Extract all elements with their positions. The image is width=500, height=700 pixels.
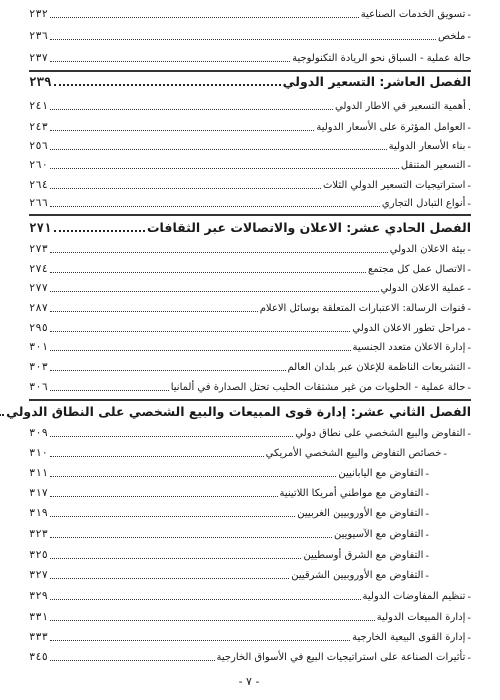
entry-title: أنواع التبادل التجاري [382,198,467,209]
dot-leader [51,370,287,371]
entry-title: التفاوض مع اليابانيين [339,468,425,479]
entry-title: التفاوض والبيع الشخصي على نطاق دولي [296,428,467,439]
dot-leader [51,252,389,253]
entry-page-number: ٣١١ [30,467,49,479]
toc-entry: - إدارة الاعلان متعدد الجنسية ٣٠١ [30,341,472,354]
entry-page-number: ٣٢٩ [30,590,49,602]
entry-title: استراتيجيات التسعير الدولي الثلاث [324,180,467,191]
entry-title: حالة عملية - السباق نحو الريادة التكنولوجية [293,53,472,64]
entry-title: حالة عملية - الحلويات من غير مشتقات الحليب تحتل الصدارة في ألمانيا [171,382,467,393]
dot-leader [51,516,296,517]
toc-entry: - التسعير المتنقل ٢٦٠ [30,159,472,172]
entry-page-number: ٣٤٥ [30,651,49,663]
dot-leader [51,272,367,273]
dot-leader [51,640,351,641]
dot-leader [51,168,400,169]
dot-leader [51,599,362,600]
dot-leader [51,61,291,62]
entry-page-number: ٣٢٣ [30,528,49,540]
dot-leader [51,331,351,332]
dot-leader [51,476,337,477]
dot-leader [51,109,334,110]
chapter-page-number: ٢٧١ [30,220,53,235]
entry-title: أهمية التسعير في الاطار الدولي [336,101,467,112]
chapter-page-number: ٢٣٩ [30,74,53,89]
entry-title: التفاوض مع الآسيويين [335,529,425,540]
dot-leader [51,456,265,457]
dot-leader [51,17,360,18]
chapter-title: الفصل الحادي عشر: الاعلان والاتصالات عبر الثقافات [148,220,472,235]
dot-leader [55,230,146,232]
dot-leader [51,206,381,207]
entry-title: مراحل تطور الاعلان الدولي [353,323,467,334]
dot-leader [51,620,376,621]
dot-leader [51,660,216,661]
toc-entry: - إدارة القوى البيعية الخارجية ٣٣٣ [30,631,472,644]
toc-entry: - التفاوض مع الأوروبيين الشرقيين ٣٢٧ [30,569,430,582]
entry-title: التفاوض مع الشرق أوسطيين [304,550,425,561]
entry-page-number: ٢٩٥ [30,322,49,334]
entry-title: إدارة الاعلان متعدد الجنسية [353,342,467,353]
entry-page-number: ٢٥٦ [30,140,49,152]
dot-leader [51,130,315,131]
entry-page-number: ٣٠١ [30,341,49,353]
entry-page-number: ٢٦٤ [30,179,49,191]
entry-page-number: ٣٠٦ [30,381,49,393]
entry-page-number: ٣١٧ [30,487,49,499]
toc-entry: - الاتصال عمل كل مجتمع ٢٧٤ [30,263,472,276]
dot-leader [51,149,388,150]
toc-entry: - التفاوض مع اليابانيين ٣١١ [30,467,430,480]
toc-entry: - استراتيجيات التسعير الدولي الثلاث ٢٦٤ [30,179,472,192]
dot-leader [51,291,380,292]
entry-page-number: ٣١٠ [30,447,49,459]
entry-title: التفاوض مع الأوروبيين الغربيين [298,508,425,519]
page-footer-number: - ٧ - [239,675,261,688]
entry-title: العوامل المؤثرة على الأسعار الدولية [317,122,467,133]
toc-entry: - بناء الأسعار الدولية ٢٥٦ [30,140,472,153]
toc-entry: - التفاوض والبيع الشخصي على نطاق دولي ٣٠٩ [30,427,472,440]
entry-page-number: ٣٠٣ [30,361,49,373]
entry-title: قنوات الرسالة: الاعتبارات المتعلقة بوسائل الاعلام [260,303,467,314]
entry-title: ملخص [439,31,467,42]
entry-page-number: ٢٦٦ [30,197,49,209]
entry-page-number: ٣٣١ [30,611,49,623]
toc-entry: - التفاوض مع الأوروبيين الغربيين ٣١٩ [30,507,430,520]
entry-page-number: ٣٠٩ [30,427,49,439]
entry-page-number: ٢٦٠ [30,159,49,171]
toc-entry: - ملخص ٢٣٦ [30,30,472,43]
entry-page-number: ٢٧٧ [30,282,49,294]
toc-entry: - عملية الاعلان الدولي ٢٧٧ [30,282,472,295]
entry-page-number: ٢٣٦ [30,30,49,42]
section-divider [30,399,472,401]
dot-leader [51,39,437,40]
toc-entry: - التشريعات الناظمة للإعلان عبر بلدان العالم ٣٠٣ [30,361,472,374]
section-divider [30,214,472,216]
toc-entry: - العوامل المؤثرة على الأسعار الدولية ٢٤٣ [30,121,472,134]
dot-leader [51,436,294,437]
section-divider [30,70,472,72]
entry-page-number: ٢٧٣ [30,243,49,255]
dot-leader [51,558,302,559]
dot-leader [51,578,290,579]
entry-page-number: ٢٣٢ [30,8,49,20]
dot-leader [51,496,279,497]
toc-entry: . أهمية التسعير في الاطار الدولي ٢٤١ [30,100,472,113]
dot-leader [51,311,259,312]
toc-entry: - تنظيم المفاوضات الدولية ٣٢٩ [30,590,472,603]
dot-leader [51,390,170,391]
entry-title: الاتصال عمل كل مجتمع [369,264,467,275]
toc-entry: - خصائص التفاوض والبيع الشخصي الأمريكي ٣١٠ [30,447,448,460]
toc-entry: - التفاوض مع مواطني أمريكا اللاتينية ٣١٧ [30,487,430,500]
entry-title: بناء الأسعار الدولية [389,141,467,152]
entry-page-number: ٣١٩ [30,507,49,519]
toc-entry: - تأثيرات الصناعة على استراتيجيات البيع في الأسواق الخارجية ٣٤٥ [30,651,472,664]
entry-page-number: ٣٣٣ [30,631,49,643]
chapter-title: الفصل العاشر: التسعير الدولي [283,74,472,89]
chapter-heading [7,404,472,420]
chapter-title: الفصل الثاني عشر: إدارة قوى المبيعات والبيع الشخصي على النطاق الدولي [7,404,472,419]
entry-page-number: ٢٤٣ [30,121,49,133]
entry-page-number: ٢٧٤ [30,263,49,275]
entry-title: خصائص التفاوض والبيع الشخصي الأمريكي [266,448,443,459]
dot-leader [0,414,5,416]
toc-entry: - تسويق الخدمات الصناعية ٢٣٢ [30,8,472,21]
entry-title: بيئة الاعلان الدولي [390,244,467,255]
entry-title: إدارة المبيعات الدولية [377,612,467,623]
dot-leader [55,84,282,86]
chapter-heading [30,220,472,236]
entry-title: تسويق الخدمات الصناعية [361,9,467,20]
entry-page-number: ٢٤١ [30,100,49,112]
entry-title: التشريعات الناظمة للإعلان عبر بلدان العالم [288,362,467,373]
dot-leader [51,537,333,538]
toc-entry: - إدارة المبيعات الدولية ٣٣١ [30,611,472,624]
entry-page-number: ٢٣٧ [30,52,49,64]
entry-title: عملية الاعلان الدولي [381,283,467,294]
dot-leader [51,350,352,351]
dot-leader [51,188,322,189]
toc-entry: - حالة عملية - الحلويات من غير مشتقات الحليب تحتل الصدارة في ألمانيا ٣٠٦ [30,381,472,394]
toc-entry [30,52,472,65]
toc-entry: - قنوات الرسالة: الاعتبارات المتعلقة بوسائل الاعلام ٢٨٧ [30,302,472,315]
entry-page-number: ٣٢٧ [30,569,49,581]
entry-title: التفاوض مع الأوروبيين الشرقيين [292,570,425,581]
entry-page-number: ٣٢٥ [30,549,49,561]
entry-title: إدارة القوى البيعية الخارجية [353,632,467,643]
entry-title: التفاوض مع مواطني أمريكا اللاتينية [280,488,425,499]
entry-page-number: ٢٨٧ [30,302,49,314]
toc-entry: - بيئة الاعلان الدولي ٢٧٣ [30,243,472,256]
entry-title: تنظيم المفاوضات الدولية [363,591,467,602]
toc-entry: - أنواع التبادل التجاري ٢٦٦ [30,197,472,210]
entry-title: تأثيرات الصناعة على استراتيجيات البيع في الأسواق الخارجية [217,652,467,663]
toc-entry: - التفاوض مع الآسيويين ٣٢٣ [30,528,430,541]
toc-entry: - مراحل تطور الاعلان الدولي ٢٩٥ [30,322,472,335]
entry-title: التسعير المتنقل [401,160,467,171]
chapter-heading [30,74,472,90]
toc-entry: - التفاوض مع الشرق أوسطيين ٣٢٥ [30,549,430,562]
